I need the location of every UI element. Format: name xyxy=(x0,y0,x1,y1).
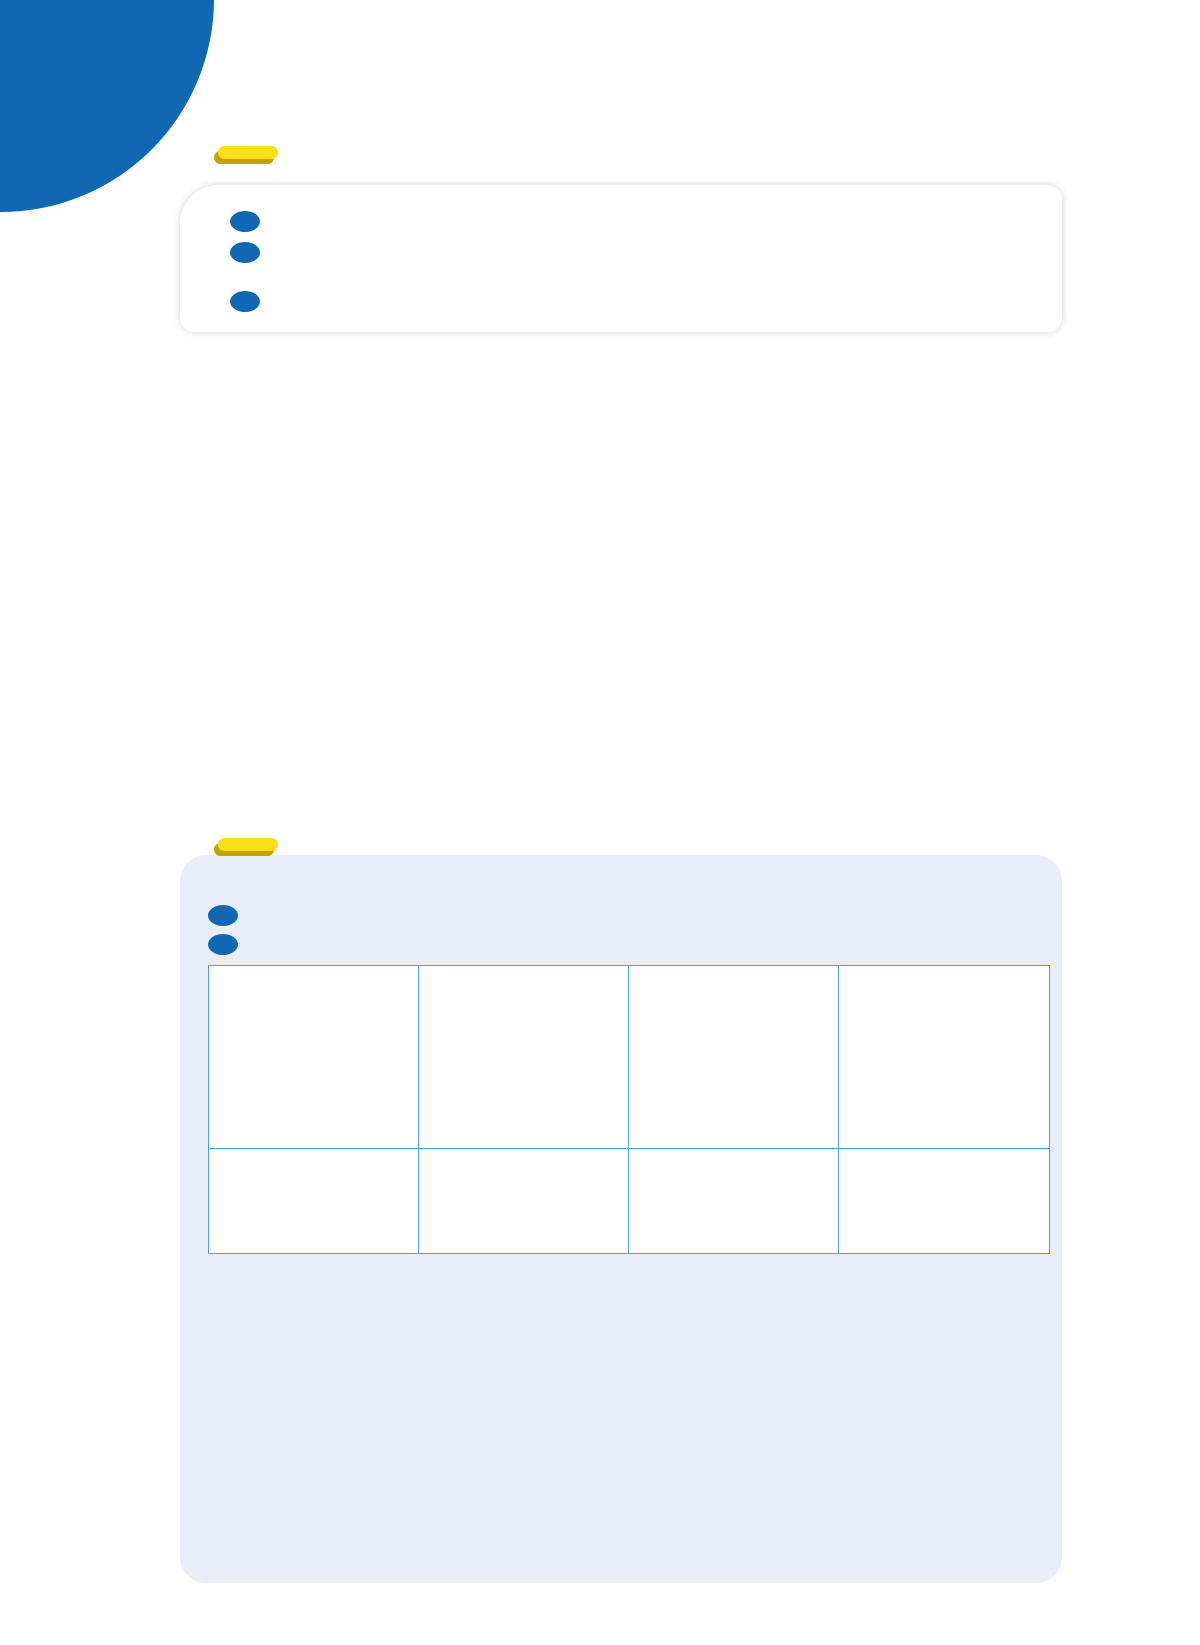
two-column-row xyxy=(208,277,1044,281)
graph-caption-1 xyxy=(209,1149,419,1253)
sequence-graph-2 xyxy=(424,968,624,1146)
graph-panel-2 xyxy=(419,966,629,1149)
sequence-graph-1 xyxy=(214,968,414,1146)
section-bullet-icon xyxy=(208,934,238,955)
section-bullet-icon xyxy=(230,242,260,263)
graph-caption-2 xyxy=(419,1149,629,1253)
sequence-graph-4 xyxy=(844,968,1044,1146)
methode-heading-graphique xyxy=(208,934,1046,955)
graph-caption-4 xyxy=(839,1149,1049,1253)
methode-badge xyxy=(218,838,278,851)
cours-badge xyxy=(218,146,278,159)
sequence-graph-3 xyxy=(634,968,834,1146)
methode-section xyxy=(180,855,1062,1583)
cours-section xyxy=(180,185,1062,332)
two-column-row xyxy=(208,269,1044,273)
section-bullet-icon xyxy=(208,905,238,926)
chapter-corner-shape xyxy=(0,0,214,212)
graph-panel-3 xyxy=(629,966,839,1149)
methode-heading-somme xyxy=(208,905,1046,926)
graph-caption-3 xyxy=(629,1149,839,1253)
section-bullet-icon xyxy=(230,291,260,312)
section-heading-arith-geo xyxy=(230,291,1044,312)
section-heading-limite xyxy=(230,211,1044,232)
graph-grid xyxy=(208,965,1050,1254)
graph-panel-1 xyxy=(209,966,419,1149)
section-heading-comportement xyxy=(230,242,1044,263)
section-bullet-icon xyxy=(230,211,260,232)
graph-panel-4 xyxy=(839,966,1049,1149)
